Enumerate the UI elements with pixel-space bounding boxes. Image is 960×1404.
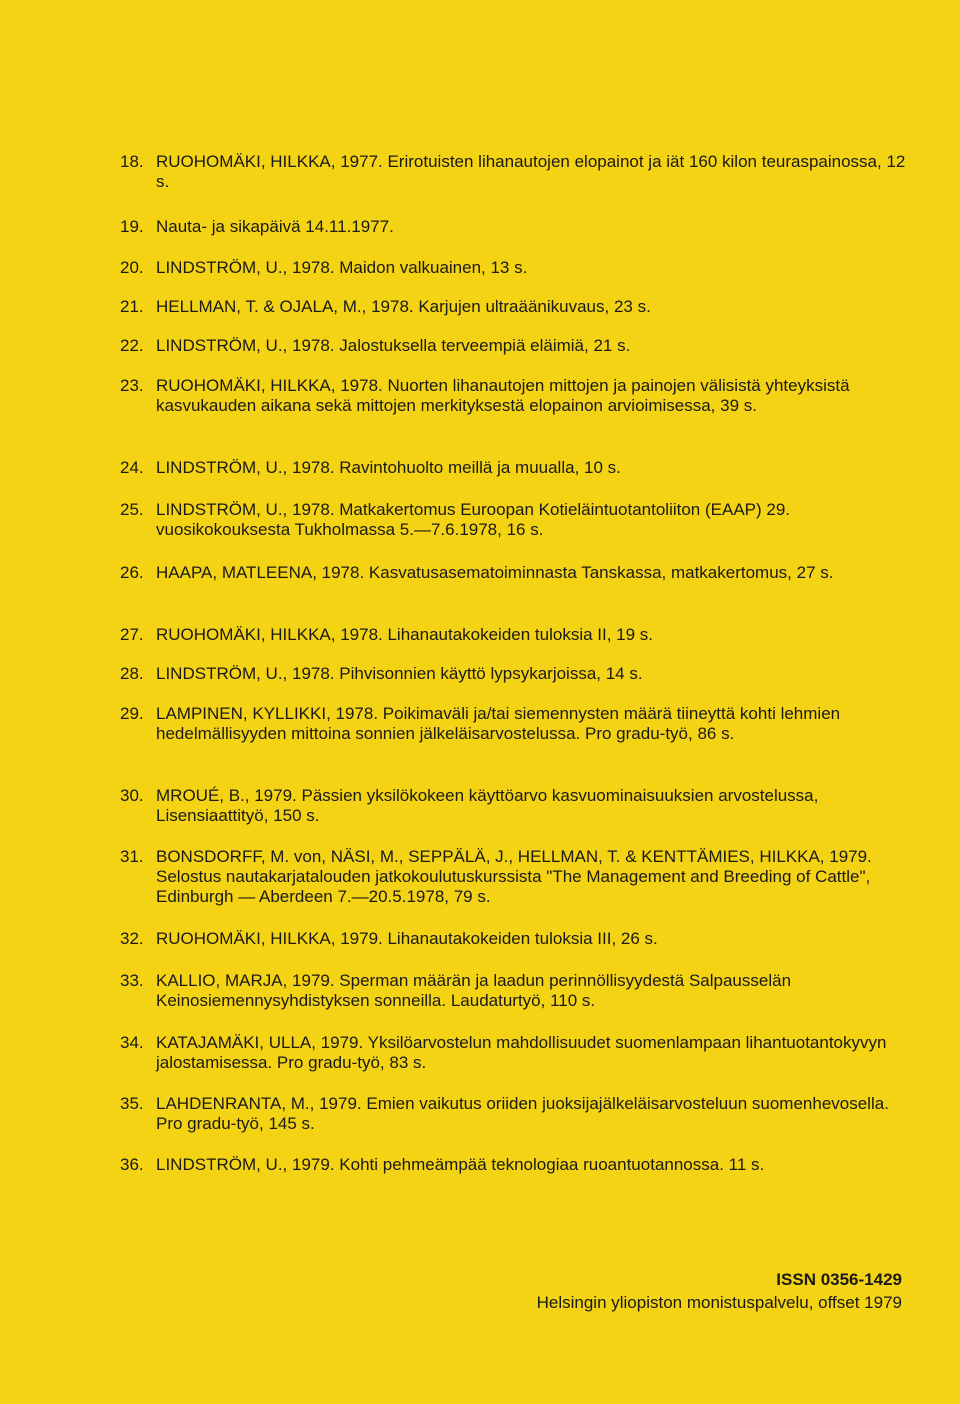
entry-number: 29. [120, 704, 144, 723]
list-entry [120, 625, 910, 645]
entry-text: HELLMAN, T. & OJALA, M., 1978. Karjujen ultraäänikuvaus, 23 s. [156, 297, 651, 316]
list-entry [120, 929, 910, 949]
entry-text: LAMPINEN, KYLLIKKI, 1978. Poikimaväli ja/tai siemennysten määrä tiineyttä kohti lehmien hedelmällisyyden mittoina sonnien jälkeläisarvostelussa. Pro gradu-työ, 86 s. [156, 704, 841, 743]
entry-number: 19. [120, 217, 144, 236]
list-entry [120, 258, 910, 278]
entry-text: Nauta- ja sikapäivä 14.11.1977. [156, 217, 394, 236]
entry-text: MROUÉ, B., 1979. Pässien yksilökokeen käyttöarvo kasvuominaisuuksien arvostelussa, Lisensiaattityö, 150 s. [156, 786, 819, 825]
list-entry [120, 458, 910, 478]
entry-number: 21. [120, 297, 144, 316]
list-entry [120, 500, 910, 540]
list-entry [120, 1155, 910, 1175]
list-entry [120, 217, 910, 237]
entry-number: 30. [120, 786, 144, 805]
entry-number: 28. [120, 664, 144, 683]
entry-text: HAAPA, MATLEENA, 1978. Kasvatusasematoiminnasta Tanskassa, matkakertomus, 27 s. [156, 563, 834, 582]
list-entry [120, 704, 910, 744]
entry-text: RUOHOMÄKI, HILKKA, 1979. Lihanautakokeiden tuloksia III, 26 s. [156, 929, 658, 948]
entry-number: 24. [120, 458, 144, 477]
entry-number: 27. [120, 625, 144, 644]
entry-number: 20. [120, 258, 144, 277]
entry-text: BONSDORFF, M. von, NÄSI, M., SEPPÄLÄ, J., HELLMAN, T. & KENTTÄMIES, HILKKA, 1979. Selostus nautakarjatalouden jatkokoulutuskurssista "The Management and Breeding of Cattle", Edinburgh — Aberdeen 7.—20.5.1978, 79 s. [156, 847, 872, 906]
list-entry [120, 1094, 910, 1134]
entry-number: 32. [120, 929, 144, 948]
entry-number: 34. [120, 1033, 144, 1052]
entry-number: 18. [120, 152, 144, 171]
colophon [537, 1268, 902, 1314]
entry-text: RUOHOMÄKI, HILKKA, 1978. Lihanautakokeiden tuloksia II, 19 s. [156, 625, 654, 644]
list-entry [120, 971, 910, 1011]
entry-number: 31. [120, 847, 144, 866]
list-entry [120, 376, 910, 416]
entry-text: KATAJAMÄKI, ULLA, 1979. Yksilöarvostelun mahdollisuudet suomenlampaan lihantuotantokyvyn jalostamisessa. Pro gradu-työ, 83 s. [156, 1033, 887, 1072]
entry-text: LINDSTRÖM, U., 1979. Kohti pehmeämpää teknologiaa ruoantuotannossa. 11 s. [156, 1155, 765, 1174]
entry-text: RUOHOMÄKI, HILKKA, 1978. Nuorten lihanautojen mittojen ja painojen välisistä yhteyksistä kasvukauden aikana sekä mittojen merkityksestä elopainon arvioimisessa, 39 s. [156, 376, 850, 415]
list-entry [120, 847, 910, 907]
entry-text: LINDSTRÖM, U., 1978. Maidon valkuainen, 13 s. [156, 258, 528, 277]
entry-text: KALLIO, MARJA, 1979. Sperman määrän ja laadun perinnöllisyydestä Salpausselän Keinosiemennysyhdistyksen sonneilla. Laudaturtyö, 110 s. [156, 971, 792, 1010]
entry-text: RUOHOMÄKI, HILKKA, 1977. Erirotuisten lihanautojen elopainot ja iät 160 kilon teuraspainossa, 12 s. [156, 152, 906, 191]
list-entry [120, 563, 910, 583]
list-entry [120, 336, 910, 356]
entry-text: LINDSTRÖM, U., 1978. Jalostuksella terveempiä eläimiä, 21 s. [156, 336, 631, 355]
printer-imprint: Helsingin yliopiston monistuspalvelu, offset 1979 [536, 1293, 902, 1312]
entry-number: 25. [120, 500, 144, 519]
list-entry [120, 1033, 910, 1073]
entry-number: 33. [120, 971, 144, 990]
entry-text: LINDSTRÖM, U., 1978. Ravintohuolto meillä ja muualla, 10 s. [156, 458, 621, 477]
list-entry [120, 786, 910, 826]
entry-number: 26. [120, 563, 144, 582]
entry-text: LAHDENRANTA, M., 1979. Emien vaikutus oriiden juoksijajälkeläisarvosteluun suomenhevosella. Pro gradu-työ, 145 s. [156, 1094, 889, 1133]
list-entry [120, 152, 910, 192]
entry-text: LINDSTRÖM, U., 1978. Matkakertomus Euroopan Kotieläintuotantoliiton (EAAP) 29. vuosikokouksesta Tukholmassa 5.—7.6.1978, 16 s. [156, 500, 791, 539]
list-entry [120, 664, 910, 684]
list-entry [120, 297, 910, 317]
entry-number: 22. [120, 336, 144, 355]
issn-number: ISSN 0356-1429 [776, 1270, 902, 1289]
entry-text: LINDSTRÖM, U., 1978. Pihvisonnien käyttö lypsykarjoissa, 14 s. [156, 664, 643, 683]
entry-number: 36. [120, 1155, 144, 1174]
entry-number: 23. [120, 376, 144, 395]
entry-number: 35. [120, 1094, 144, 1113]
